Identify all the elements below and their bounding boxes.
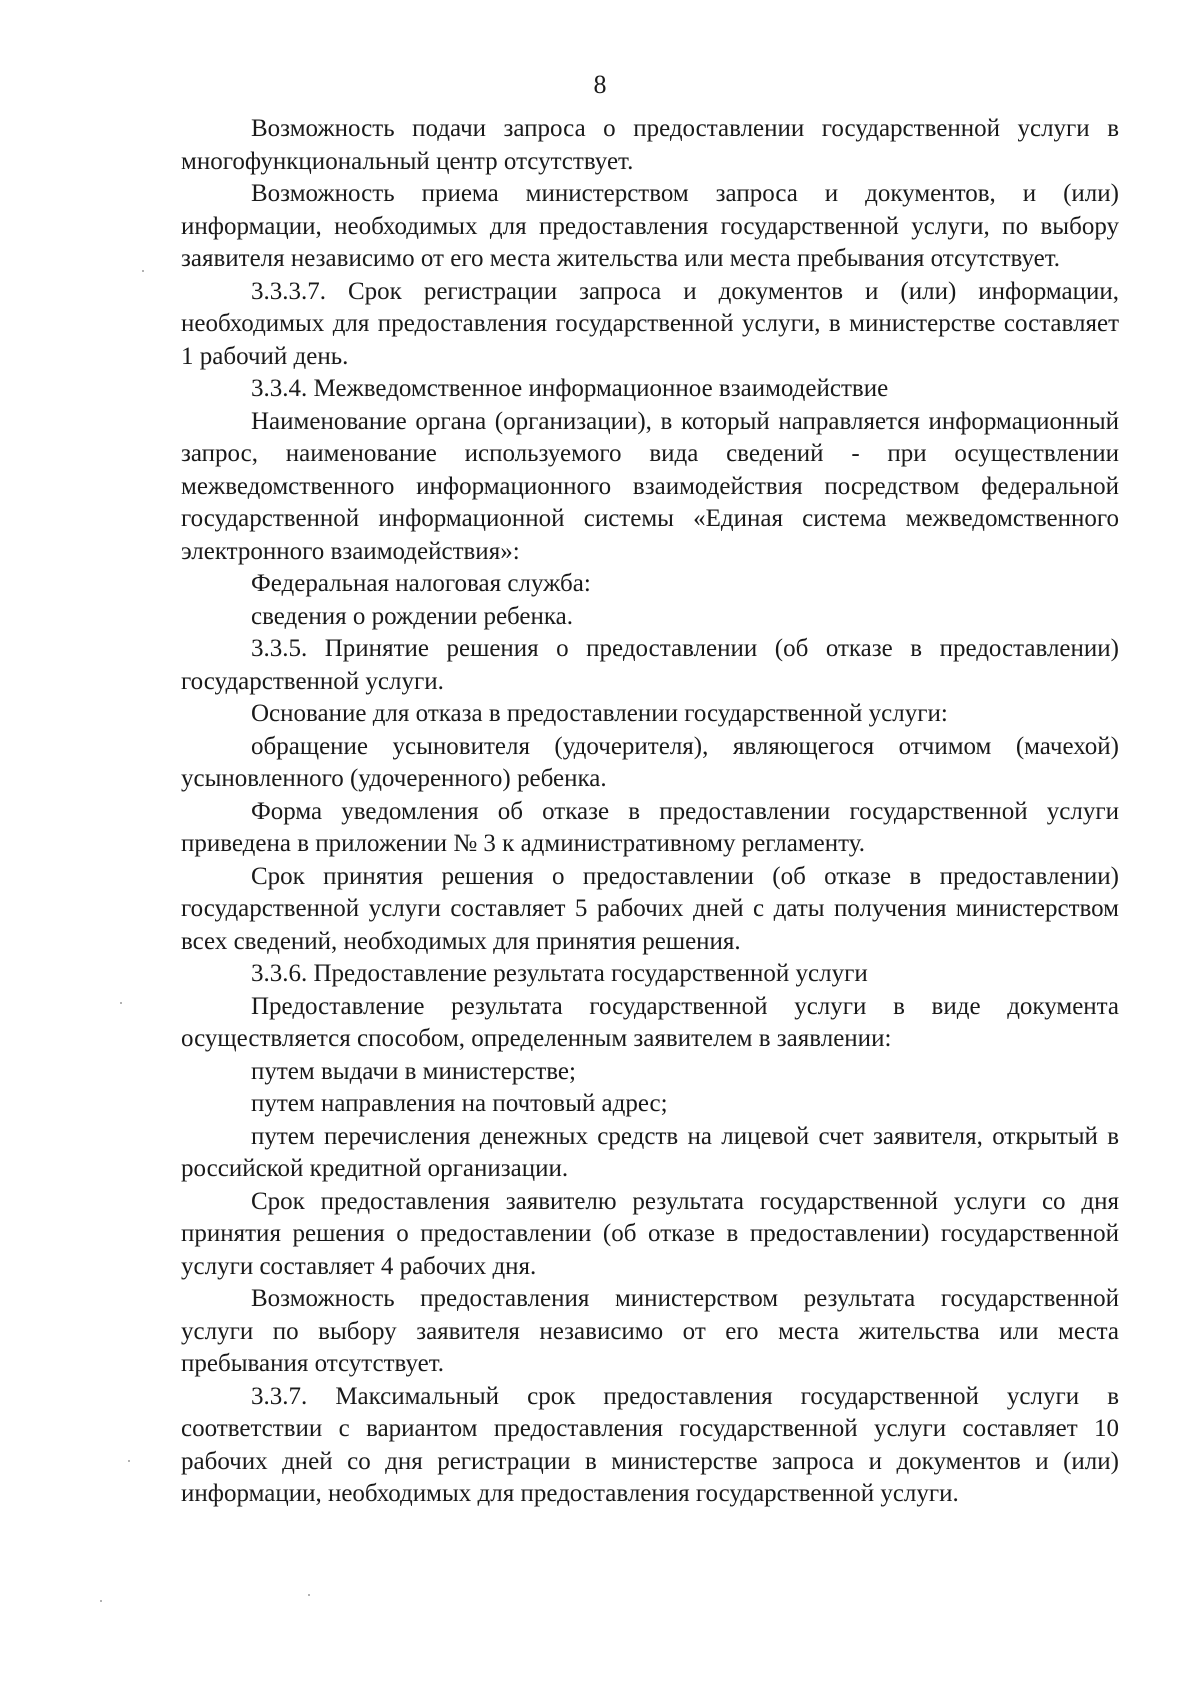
section-heading-interagency: 3.3.4. Межведомственное информационное взаимодействие xyxy=(251,375,889,402)
paragraph-tax-service: Федеральная налоговая служба: xyxy=(251,570,591,597)
paragraph-birth-info: сведения о рождении ребенка. xyxy=(251,602,574,630)
list-item-postal-address: путем направления на почтовый адрес; xyxy=(251,1090,668,1117)
paragraph-registration-term: 3.3.3.7. Срок регистрации запроса и документов и (или) информации, необходимых для предоставления государственной услуги, в министерстве составляет 1 рабочий день. xyxy=(181,277,1119,370)
paragraph-refusal-basis: Основание для отказа в предоставлении государственной услуги: xyxy=(251,700,948,727)
paragraph-max-term: 3.3.7. Максимальный срок предоставления государственной услуги в соответствии с вариантом предоставления государственной услуги составляет 10 рабочих дней со дня регистрации в министерстве запроса и документов и (или) информации, необходимых для предоставления государственной услуги. xyxy=(181,1382,1119,1507)
scan-speck xyxy=(100,1600,102,1602)
paragraph-interagency-request: Наименование органа (организации), в который направляется информационный запрос, наименование используемого вида сведений - при осуществлении межведомственного информационного взаимодействия посредством федеральной государственной информационной системы «Единая система межведомственного электронного взаимодействия»: xyxy=(181,407,1119,565)
paragraph-mfc-request: Возможность подачи запроса о предоставлении государственной услуги в многофункциональный центр отсутствует. xyxy=(181,115,1119,175)
section-heading-decision: 3.3.5. Принятие решения о предоставлении (об отказе в предоставлении) государственной услуги. xyxy=(181,635,1119,695)
paragraph-result-method: Предоставление результата государственной услуги в виде документа осуществляется способом, определенным заявителем в заявлении: xyxy=(181,992,1119,1052)
scan-speck xyxy=(142,270,144,272)
list-item-issue-at-ministry: путем выдачи в министерстве; xyxy=(251,1057,576,1085)
scan-speck xyxy=(128,1460,130,1462)
paragraph-result-extraterritorial: Возможность предоставления министерством результата государственной услуги по выбору заявителя независимо от его места жительства или места пребывания отсутствует. xyxy=(181,1285,1119,1377)
scan-speck xyxy=(120,1002,122,1004)
paragraph-decision-term: Срок принятия решения о предоставлении (об отказе в предоставлении) государственной услуги составляет 5 рабочих дней с даты получения министерством всех сведений, необходимых для принятия решения. xyxy=(181,862,1119,955)
paragraph-refusal-form: Форма уведомления об отказе в предоставлении государственной услуги приведена в приложении № 3 к административному регламенту. xyxy=(181,797,1119,857)
list-item-bank-account: путем перечисления денежных средств на лицевой счет заявителя, открытый в российской кредитной организации. xyxy=(181,1122,1119,1182)
document-body xyxy=(181,113,1119,1511)
section-heading-result: 3.3.6. Предоставление результата государственной услуги xyxy=(251,960,868,987)
paragraph-refusal-reason: обращение усыновителя (удочерителя), являющегося отчимом (мачехой) усыновленного (удочеренного) ребенка. xyxy=(181,732,1119,792)
page-number: 8 xyxy=(593,70,607,99)
paragraph-result-term: Срок предоставления заявителю результата государственной услуги со дня принятия решения о предоставлении (об отказе в предоставлении) государственной услуги составляет 4 рабочих дня. xyxy=(181,1187,1119,1280)
paragraph-extraterritorial-intake: Возможность приема министерством запроса и документов, и (или) информации, необходимых для предоставления государственной услуги, по выбору заявителя независимо от его места жительства или места пребывания отсутствует. xyxy=(181,180,1119,272)
scan-speck xyxy=(308,1594,310,1596)
